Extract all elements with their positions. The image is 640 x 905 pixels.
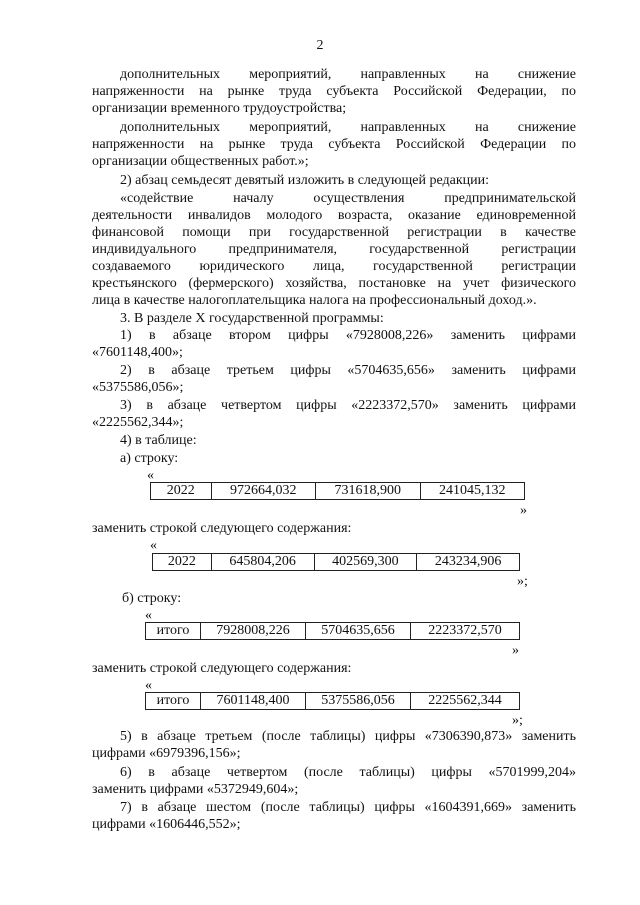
text-line: создаваемого юридического лица, государственной регистрации [92, 259, 576, 274]
close-quote: » [512, 643, 519, 658]
table-row [151, 483, 525, 500]
table-cell: итого [146, 623, 201, 640]
text-line: крестьянского (фермерского) хозяйства, постановке на учет физического [92, 276, 576, 291]
table-cell: 241045,132 [420, 483, 525, 500]
table-cell: 402569,300 [314, 554, 417, 571]
paragraph-item-6 [92, 764, 576, 798]
text-line: 1) в абзаце втором цифры «7928008,226» заменить цифрами [120, 328, 576, 343]
table-cell: 731618,900 [316, 483, 420, 500]
text-line: «5375586,056»; [92, 380, 184, 395]
text-line: «7601148,400»; [92, 345, 183, 360]
text-line: заменить строкой следующего содержания: [92, 521, 352, 536]
paragraph-item-3-3 [92, 397, 576, 431]
paragraph-item-b [92, 590, 576, 607]
paragraph-temporary-employment [92, 66, 576, 117]
text-line: 2) абзац семьдесят девятый изложить в следующей редакции: [120, 173, 490, 188]
table-row [153, 554, 520, 571]
paragraph-section-x [92, 310, 576, 327]
text-line: деятельности инвалидов молодого возраста, оказание единовременной [92, 208, 576, 223]
table-cell: 2022 [153, 554, 212, 571]
open-quote: « [150, 538, 157, 553]
text-line: заменить строкой следующего содержания: [92, 661, 352, 676]
text-line: «2225562,344»; [92, 415, 184, 430]
paragraph-replace-a [92, 520, 576, 537]
text-line: индивидуального предпринимателя, государственной регистрации [92, 242, 576, 257]
table-row [146, 693, 520, 710]
table-cell: 5375586,056 [306, 693, 411, 710]
text-line: лица в качестве налогоплательщика налога на профессиональный доход.». [92, 293, 537, 308]
text-line: 7) в абзаце шестом (после таблицы) цифры «1604391,669» заменить [120, 800, 576, 815]
paragraph-public-works [92, 119, 576, 170]
table-row [146, 623, 520, 640]
text-line: цифрами «6979396,156»; [92, 746, 241, 761]
paragraph-item-5 [92, 728, 576, 762]
paragraph-item-a [92, 450, 576, 467]
paragraph-item-3-1 [92, 327, 576, 361]
text-line: напряженности на рынке труда субъекта Российской Федерации по [92, 137, 576, 152]
paragraph-item-3-2 [92, 362, 576, 396]
text-line: 3) в абзаце четвертом цифры «2223372,570» заменить цифрами [120, 398, 576, 413]
text-line: организации временного трудоустройства; [92, 101, 347, 116]
table-cell: итого [146, 693, 201, 710]
text-line: а) строку: [120, 451, 179, 466]
open-quote: « [145, 678, 152, 693]
table-cell: 2022 [151, 483, 212, 500]
open-quote: « [147, 468, 154, 483]
close-quote-semicolon: »; [517, 574, 528, 589]
table-cell: 243234,906 [417, 554, 520, 571]
table-a-old-row [150, 482, 525, 500]
paragraph-replace-b [92, 660, 576, 677]
paragraph-item-7 [92, 799, 576, 833]
paragraph-item-2 [92, 172, 576, 189]
table-cell: 7601148,400 [201, 693, 306, 710]
table-cell: 7928008,226 [201, 623, 306, 640]
text-line: цифрами «1606446,552»; [92, 817, 241, 832]
text-line: 6) в абзаце четвертом (после таблицы) цифры «5701999,204» [120, 765, 576, 780]
text-line: 2) в абзаце третьем цифры «5704635,656» заменить цифрами [120, 363, 576, 378]
text-line: 3. В разделе X государственной программы: [120, 311, 384, 326]
open-quote: « [145, 608, 152, 623]
text-line: заменить цифрами «5372949,604»; [92, 782, 299, 797]
table-cell: 972664,032 [211, 483, 315, 500]
paragraph-item-3-4 [92, 432, 576, 449]
text-line: 4) в таблице: [120, 433, 197, 448]
text-line: «содействие началу осуществления предпринимательской [120, 191, 576, 206]
text-line: организации общественных работ.»; [92, 154, 309, 169]
table-b-new-row [145, 692, 520, 710]
table-cell: 2223372,570 [411, 623, 520, 640]
page-number: 2 [316, 38, 324, 53]
text-line: 5) в абзаце третьем (после таблицы) цифры «7306390,873» заменить [120, 729, 576, 744]
table-cell: 645804,206 [211, 554, 314, 571]
table-cell: 5704635,656 [306, 623, 411, 640]
text-line: дополнительных мероприятий, направленных на снижение [120, 120, 576, 135]
close-quote-semicolon: »; [512, 713, 523, 728]
text-line: дополнительных мероприятий, направленных на снижение [120, 67, 576, 82]
text-line: б) строку: [122, 591, 182, 606]
paragraph-new-wording [92, 190, 576, 309]
table-a-new-row [152, 553, 520, 571]
table-cell: 2225562,344 [411, 693, 520, 710]
table-b-old-row [145, 622, 520, 640]
text-line: напряженности на рынке труда субъекта Российской Федерации, по [92, 84, 576, 99]
text-line: финансовой помощи при государственной регистрации в качестве [92, 225, 576, 240]
close-quote: » [520, 503, 527, 518]
